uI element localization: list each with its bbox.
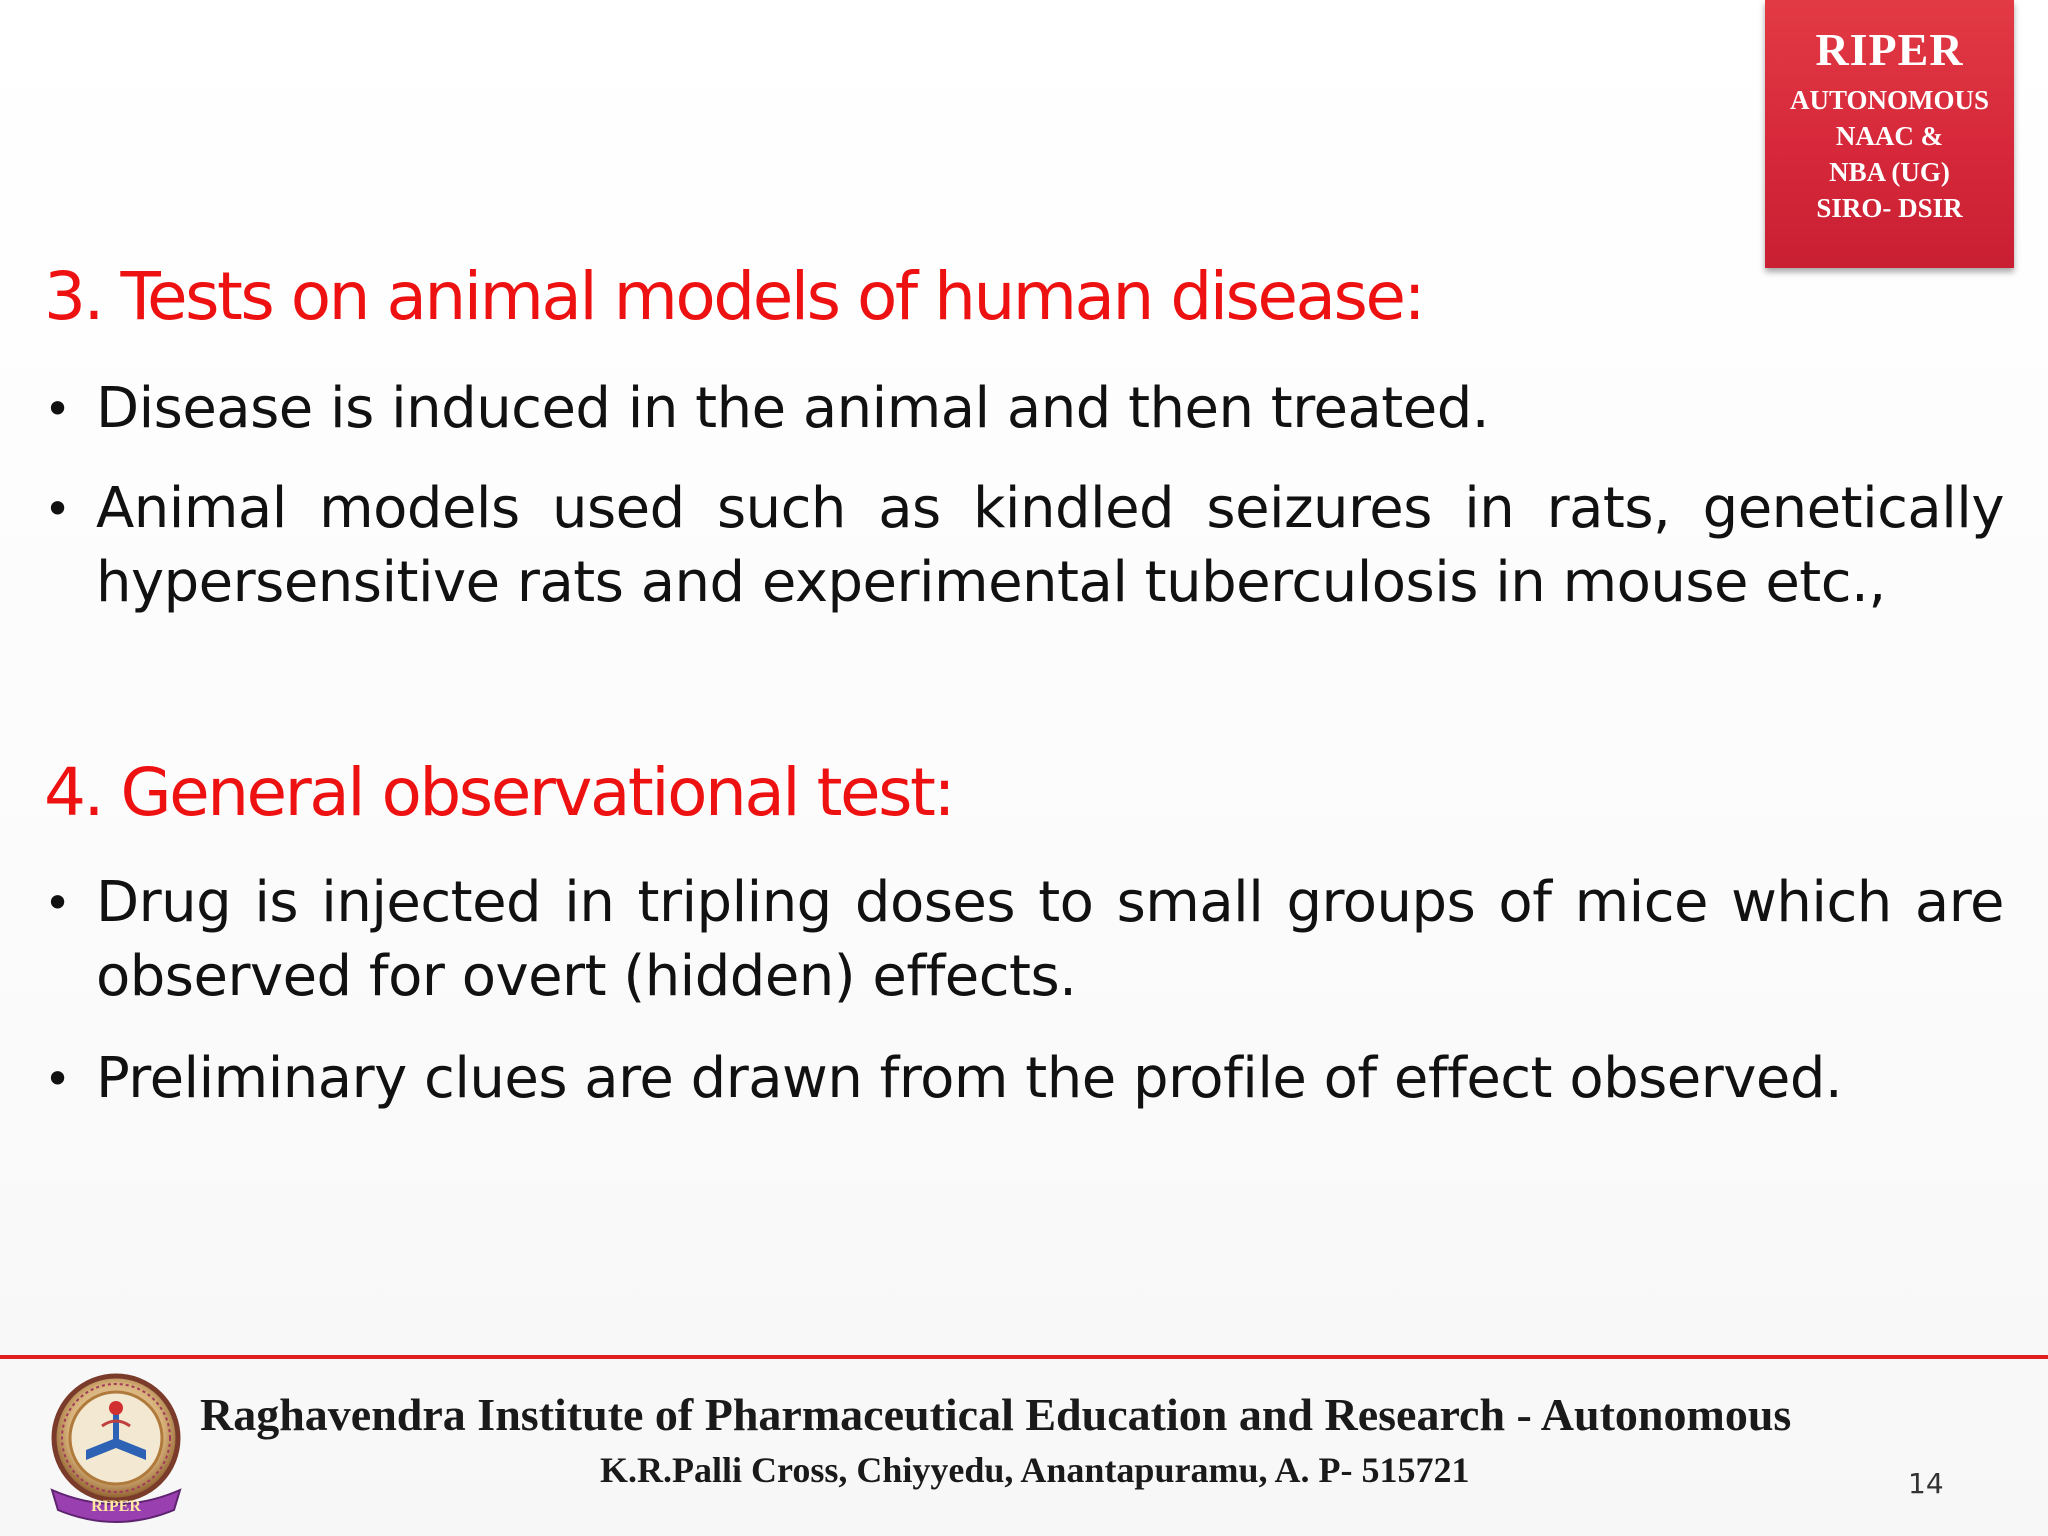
bullet-text: Animal models used such as kindled seizures in rats, genetically hypersensitive rats and experimental tuberculosis in mouse etc.,	[96, 476, 2004, 615]
badge-line-2: NAAC &	[1835, 121, 1944, 151]
section-heading-3: 3. Tests on animal models of human disease:	[44, 258, 1424, 335]
bullet-icon: •	[44, 382, 71, 436]
bullet-icon: •	[44, 482, 71, 536]
institution-address: K.R.Palli Cross, Chiyyedu, Anantapuramu, A. P- 515721	[600, 1450, 1470, 1490]
bullet-text: Disease is induced in the animal and then treated.	[96, 376, 1490, 441]
bullet-item	[44, 866, 2004, 1014]
bullet-icon: •	[44, 1052, 71, 1106]
bullet-text: Drug is injected in tripling doses to small groups of mice which are observed for overt (hidden) effects.	[96, 870, 2004, 1009]
bullet-item	[44, 1042, 2004, 1116]
institution-name: Raghavendra Institute of Pharmaceutical Education and Research - Autonomous	[200, 1389, 1792, 1440]
logo-banner-text: RIPER	[91, 1498, 141, 1515]
footer-divider	[0, 1355, 2048, 1359]
badge-line-3: NBA (UG)	[1829, 157, 1950, 187]
badge-title: RIPER	[1815, 24, 1964, 75]
bullet-item	[44, 472, 2004, 620]
badge-line-4: SIRO- DSIR	[1816, 193, 1963, 223]
bullet-item	[44, 372, 2004, 446]
institution-logo-icon	[42, 1368, 190, 1526]
accreditation-badge	[1765, 0, 2014, 268]
section-heading-4: 4. General observational test:	[44, 754, 954, 831]
bullet-icon: •	[44, 876, 71, 930]
badge-line-1: AUTONOMOUS	[1789, 85, 1990, 115]
page-number: 14	[1908, 1467, 1944, 1500]
bullet-text: Preliminary clues are drawn from the profile of effect observed.	[96, 1046, 1843, 1111]
